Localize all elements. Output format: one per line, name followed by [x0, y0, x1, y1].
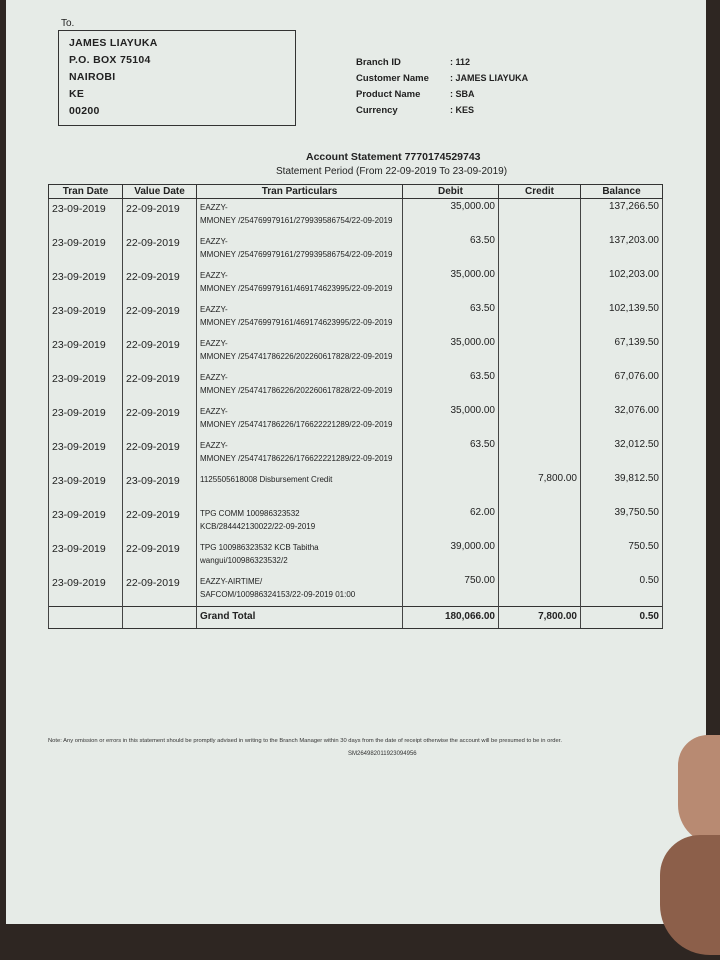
grand-total-debit: 180,066.00 [403, 607, 499, 629]
meta-value: : SBA [450, 89, 475, 99]
balance-cell: 32,076.00 [581, 403, 663, 437]
tran-date-cell: 23-09-2019 [49, 233, 123, 267]
debit-cell: 63.50 [403, 301, 499, 335]
value-date-cell: 22-09-2019 [123, 369, 197, 403]
meta-row [356, 86, 528, 102]
credit-cell [499, 233, 581, 267]
tran-date-cell: 23-09-2019 [49, 471, 123, 505]
meta-row [356, 70, 528, 86]
value-date-cell: 22-09-2019 [123, 539, 197, 573]
transactions-table [48, 184, 663, 629]
balance-cell: 137,266.50 [581, 199, 663, 233]
table-row [49, 267, 663, 301]
tran-date-cell: 23-09-2019 [49, 539, 123, 573]
particulars-cell: EAZZY- MMONEY /254769979161/279939586754/22-09-2019 [197, 233, 403, 267]
value-date-cell: 22-09-2019 [123, 505, 197, 539]
debit-cell: 35,000.00 [403, 403, 499, 437]
credit-cell: 7,800.00 [499, 471, 581, 505]
balance-cell: 32,012.50 [581, 437, 663, 471]
particulars-cell: TPG 100986323532 KCB Tabitha wangui/100986323532/2 [197, 539, 403, 573]
col-header: Tran Date [49, 185, 123, 199]
col-header: Debit [403, 185, 499, 199]
address-line: JAMES LIAYUKA [69, 37, 158, 49]
credit-cell [499, 403, 581, 437]
value-date-cell: 22-09-2019 [123, 335, 197, 369]
meta-label: Product Name [356, 88, 421, 100]
particulars-cell: EAZZY- MMONEY /254769979161/279939586754/22-09-2019 [197, 199, 403, 233]
credit-cell [499, 267, 581, 301]
particulars-cell: EAZZY-AIRTIME/ SAFCOM/100986324153/22-09-2019 01:00 [197, 573, 403, 607]
value-date-cell: 22-09-2019 [123, 573, 197, 607]
table-row [49, 233, 663, 267]
value-date-cell: 22-09-2019 [123, 301, 197, 335]
balance-cell: 39,812.50 [581, 471, 663, 505]
meta-label: Customer Name [356, 72, 429, 84]
balance-cell: 67,076.00 [581, 369, 663, 403]
particulars-cell: EAZZY- MMONEY /254769979161/469174623995/22-09-2019 [197, 267, 403, 301]
table-row [49, 403, 663, 437]
table-row [49, 369, 663, 403]
tran-date-cell: 23-09-2019 [49, 505, 123, 539]
grand-total-credit: 7,800.00 [499, 607, 581, 629]
address-line: KE [69, 88, 85, 100]
disclaimer-note: Note: Any omission or errors in this statement should be promptly advised in writing to the Branch Manager within 30 days from the date of receipt otherwise the account will be presumed to be in order. [48, 738, 562, 744]
col-header: Credit [499, 185, 581, 199]
debit-cell: 63.50 [403, 233, 499, 267]
meta-label: Branch ID [356, 56, 401, 68]
particulars-cell: EAZZY- MMONEY /254741786226/202260617828/22-09-2019 [197, 369, 403, 403]
balance-cell: 102,139.50 [581, 301, 663, 335]
particulars-cell: EAZZY- MMONEY /254769979161/469174623995/22-09-2019 [197, 301, 403, 335]
col-header: Balance [581, 185, 663, 199]
debit-cell: 63.50 [403, 369, 499, 403]
debit-cell: 35,000.00 [403, 199, 499, 233]
table-row [49, 437, 663, 471]
value-date-cell: 22-09-2019 [123, 437, 197, 471]
grand-total-label: Grand Total [197, 607, 403, 629]
balance-cell: 750.50 [581, 539, 663, 573]
particulars-cell: EAZZY- MMONEY /254741786226/176622221289/22-09-2019 [197, 437, 403, 471]
debit-cell: 62.00 [403, 505, 499, 539]
tran-date-cell: 23-09-2019 [49, 267, 123, 301]
debit-cell: 750.00 [403, 573, 499, 607]
balance-cell: 102,203.00 [581, 267, 663, 301]
value-date-cell: 22-09-2019 [123, 199, 197, 233]
grand-total-row [49, 607, 663, 629]
value-date-cell: 22-09-2019 [123, 233, 197, 267]
particulars-cell: EAZZY- MMONEY /254741786226/176622221289/22-09-2019 [197, 403, 403, 437]
to-label: To. [61, 18, 75, 29]
particulars-cell: EAZZY- MMONEY /254741786226/202260617828/22-09-2019 [197, 335, 403, 369]
table-row [49, 505, 663, 539]
meta-row [356, 54, 528, 70]
particulars-cell: TPG COMM 100986323532 KCB/284442130022/22-09-2019 [197, 505, 403, 539]
debit-cell [403, 471, 499, 505]
balance-cell: 0.50 [581, 573, 663, 607]
meta-label: Currency [356, 104, 398, 116]
statement-period: Statement Period (From 22-09-2019 To 23-09-2019) [276, 166, 508, 177]
finger [660, 835, 720, 955]
meta-row [356, 102, 528, 118]
address-box [58, 30, 296, 126]
value-date-cell: 23-09-2019 [123, 471, 197, 505]
credit-cell [499, 199, 581, 233]
tran-date-cell: 23-09-2019 [49, 199, 123, 233]
table-row [49, 301, 663, 335]
table-row [49, 335, 663, 369]
col-header: Tran Particulars [197, 185, 403, 199]
balance-cell: 39,750.50 [581, 505, 663, 539]
tran-date-cell: 23-09-2019 [49, 335, 123, 369]
table-row [49, 471, 663, 505]
credit-cell [499, 335, 581, 369]
address-line: 00200 [69, 105, 100, 117]
reference-number: SM264982011923094956 [348, 751, 417, 757]
credit-cell [499, 505, 581, 539]
bank-statement-sheet [6, 0, 706, 924]
value-date-cell: 22-09-2019 [123, 403, 197, 437]
table-row [49, 573, 663, 607]
grand-total-balance: 0.50 [581, 607, 663, 629]
table-header-row [49, 185, 663, 199]
address-line: NAIROBI [69, 71, 116, 83]
total-blank [49, 607, 123, 629]
table-row [49, 539, 663, 573]
debit-cell: 35,000.00 [403, 267, 499, 301]
credit-cell [499, 437, 581, 471]
meta-value: : KES [450, 105, 475, 115]
table-row [49, 199, 663, 233]
credit-cell [499, 573, 581, 607]
meta-value: : 112 [450, 57, 471, 67]
meta-value: : JAMES LIAYUKA [450, 73, 529, 83]
debit-cell: 35,000.00 [403, 335, 499, 369]
value-date-cell: 22-09-2019 [123, 267, 197, 301]
credit-cell [499, 539, 581, 573]
total-blank [123, 607, 197, 629]
debit-cell: 39,000.00 [403, 539, 499, 573]
account-meta [356, 54, 528, 118]
particulars-cell: 1125505618008 Disbursement Credit [197, 471, 403, 505]
debit-cell: 63.50 [403, 437, 499, 471]
balance-cell: 67,139.50 [581, 335, 663, 369]
col-header: Value Date [123, 185, 197, 199]
credit-cell [499, 301, 581, 335]
tran-date-cell: 23-09-2019 [49, 573, 123, 607]
credit-cell [499, 369, 581, 403]
address-line: P.O. BOX 75104 [69, 54, 151, 66]
tran-date-cell: 23-09-2019 [49, 301, 123, 335]
tran-date-cell: 23-09-2019 [49, 369, 123, 403]
tran-date-cell: 23-09-2019 [49, 437, 123, 471]
statement-title: Account Statement 7770174529743 [306, 151, 481, 163]
balance-cell: 137,203.00 [581, 233, 663, 267]
tran-date-cell: 23-09-2019 [49, 403, 123, 437]
